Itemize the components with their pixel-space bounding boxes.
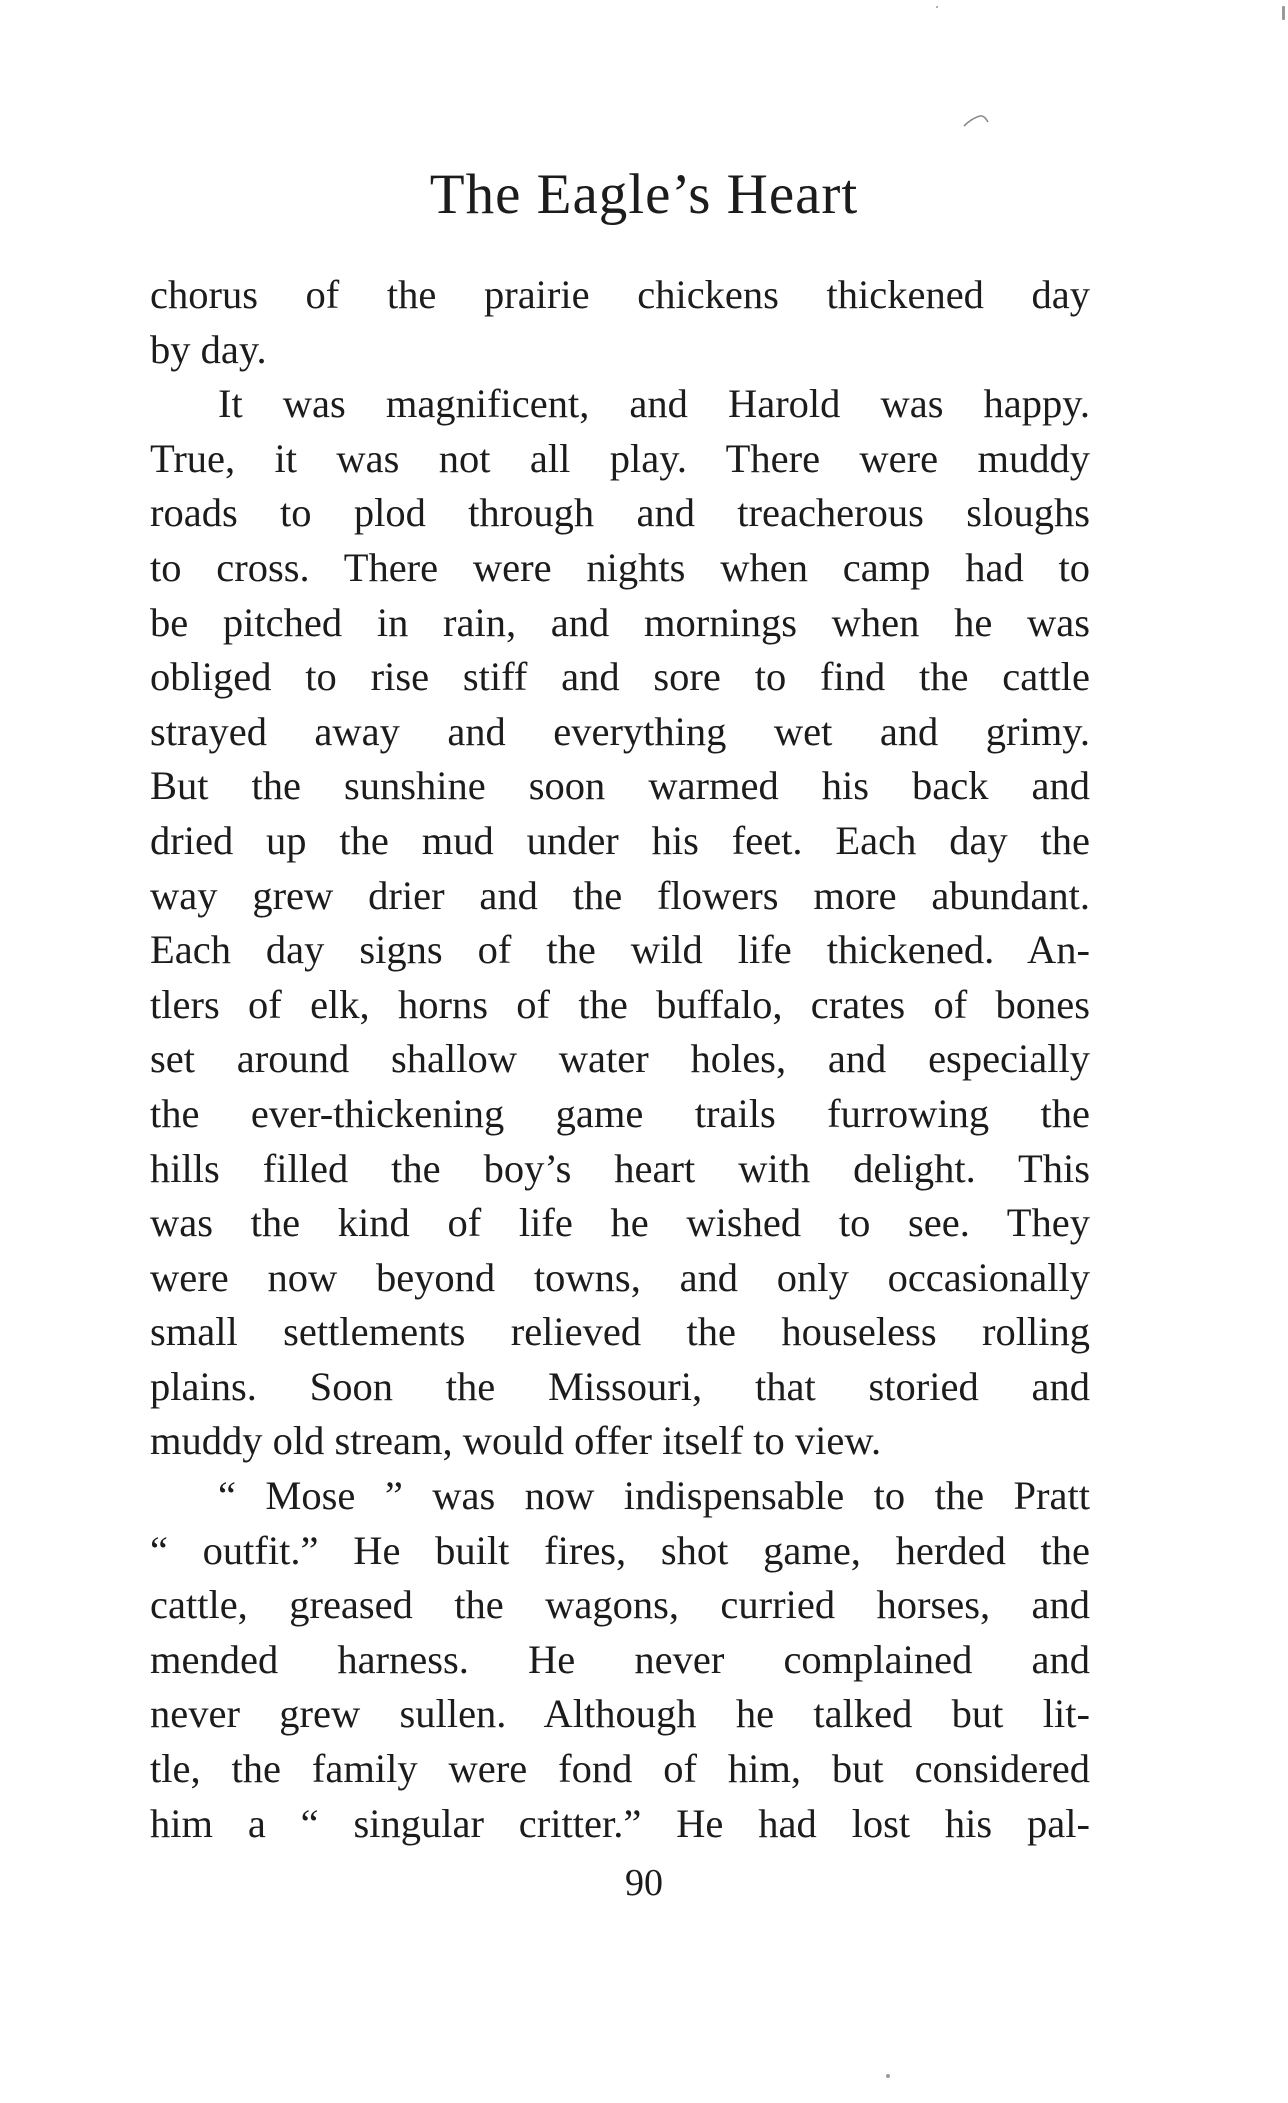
text-line: to cross. There were nights when camp had to (150, 544, 1090, 590)
text-line: roads to plod through and treacherous sloughs (150, 490, 1090, 536)
running-head: The Eagle’s Heart (429, 163, 859, 226)
text-line: chorus of the prairie chickens thickened day (150, 272, 1090, 317)
edge-speck (1282, 6, 1285, 20)
text-line: muddy old stream, would offer itself to view. (150, 1418, 882, 1464)
text-line: True, it was not all play. There were muddy (150, 435, 1090, 481)
text-line: But the sunshine soon warmed his back and (150, 763, 1090, 809)
text-line: small settlements relieved the houseless rolling (150, 1309, 1090, 1355)
text-line: Each day signs of the wild life thickened. An- (150, 927, 1090, 973)
text-line: strayed away and everything wet and grimy. (150, 708, 1090, 754)
text-line: mended harness. He never complained and (150, 1636, 1090, 1682)
paper-speck (886, 2074, 890, 2078)
text-line: obliged to rise stiff and sore to find the cattle (150, 654, 1090, 700)
body-text (150, 268, 1090, 1851)
text-line: dried up the mud under his feet. Each day the (150, 817, 1090, 863)
paper-speck (936, 6, 938, 8)
corner-mark-icon (962, 112, 1002, 134)
text-line: plains. Soon the Missouri, that storied and (150, 1363, 1090, 1409)
text-line: cattle, greased the wagons, curried horses, and (150, 1582, 1090, 1628)
text-line: by day. (150, 326, 267, 372)
text-line: never grew sullen. Although he talked but lit- (150, 1691, 1090, 1737)
text-line: him a “ singular critter.” He had lost his pal- (150, 1800, 1090, 1846)
text-line: set around shallow water holes, and especially (150, 1036, 1090, 1082)
text-line: the ever-thickening game trails furrowing the (150, 1090, 1090, 1136)
text-line: way grew drier and the flowers more abundant. (150, 872, 1090, 918)
text-line: hills filled the boy’s heart with delight. This (150, 1145, 1090, 1191)
text-line: was the kind of life he wished to see. They (150, 1200, 1090, 1246)
page-number: 90 (625, 1862, 663, 1904)
text-line: were now beyond towns, and only occasionally (150, 1254, 1090, 1300)
text-line: tle, the family were fond of him, but considered (150, 1746, 1090, 1792)
text-line: “ outfit.” He built fires, shot game, herded the (150, 1527, 1090, 1573)
text-line: “ Mose ” was now indispensable to the Pratt (218, 1473, 1090, 1519)
text-line: tlers of elk, horns of the buffalo, crates of bones (150, 981, 1090, 1027)
text-line: It was magnificent, and Harold was happy. (218, 381, 1090, 427)
text-line: be pitched in rain, and mornings when he was (150, 599, 1090, 645)
